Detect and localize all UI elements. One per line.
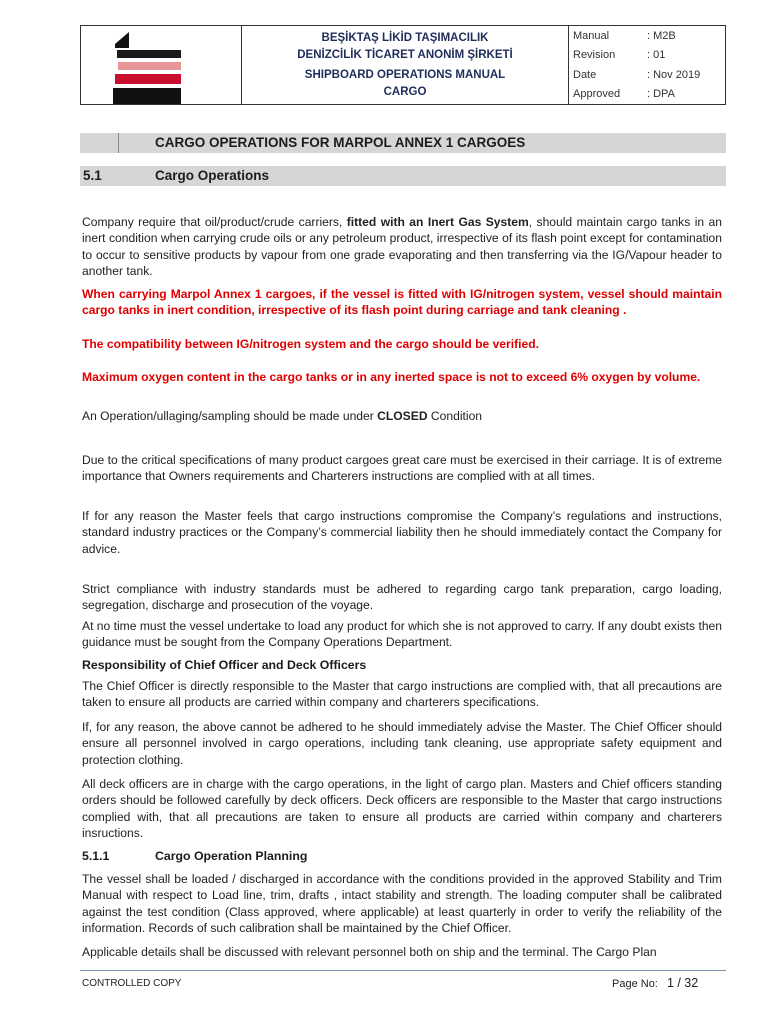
warning-marpol-annex1: When carrying Marpol Annex 1 cargoes, if the vessel is fitted with IG/nitrogen system, vessel should maintain cargo tanks in inert condition, irrespective of its flash point during carriage and tank cleaning .: [82, 287, 722, 318]
meta-value: : M2B: [647, 29, 676, 42]
text-run: An Operation/ullaging/sampling should be made under: [82, 409, 378, 423]
footer-controlled-copy: CONTROLLED COPY: [82, 978, 182, 989]
warning-compatibility: The compatibility between IG/nitrogen system and the cargo should be verified.: [82, 337, 539, 351]
page-value: 1 / 32: [666, 976, 699, 990]
meta-key: Date: [573, 68, 597, 81]
chapter-heading: [80, 133, 726, 153]
text-run: , should maintain cargo tanks in an inert condition when carrying crude oils or any petroleum product, irrespective of its flash point except for contamination to occur to sensitive products by vapour from one grade evaporating and then transferring via the IG/Vapour header to another tank.: [82, 215, 722, 279]
meta-value: : 01: [647, 49, 666, 62]
section-number: 5.1: [83, 168, 102, 183]
manual-subtitle: CARGO: [383, 85, 427, 98]
meta-key: Approved: [573, 88, 621, 101]
meta-value: : Nov 2019: [647, 68, 701, 81]
company-logo: [81, 26, 242, 104]
warning-oxygen-content: Maximum oxygen content in the cargo tanks or in any inerted space is not to exceed 6% oxygen by volume.: [82, 370, 701, 384]
paragraph-specifications: Due to the critical specifications of many product cargoes great care must be exercised in their carriage. It is of extreme importance that Owners requirements and Charterers instructions are complied with at all times.: [82, 453, 722, 484]
meta-row-revision: [569, 46, 725, 66]
meta-row-date: [569, 65, 725, 85]
paragraph-industry-standards: Strict compliance with industry standards must be adhered to regarding cargo tank preparation, cargo loading, segregation, discharge and prosecution of the voyage.: [82, 582, 722, 613]
paragraph-approved-products: At no time must the vessel undertake to load any product for which she is not approved to carry. If any doubt exists then guidance must be sought from the Company Operations Department.: [82, 619, 722, 650]
text-run-bold: fitted with an Inert Gas System: [346, 215, 529, 229]
footer-page-number: [612, 976, 698, 990]
chapter-title: CARGO OPERATIONS FOR MARPOL ANNEX 1 CARGOES: [155, 135, 526, 150]
document-meta: [569, 26, 725, 104]
footer-divider: [80, 970, 726, 971]
paragraph-master-advice: If for any reason the Master feels that cargo instructions compromise the Company’s regulations and instructions, standard industry practices or the Company’s commercial liability then he should immediately contact the Company for advice.: [82, 509, 722, 556]
text-run-bold: CLOSED: [377, 409, 428, 423]
heading-divider: [118, 133, 119, 153]
paragraph-applicable-details: Applicable details shall be discussed with relevant personnel both on ship and the terminal. The Cargo Plan: [82, 945, 657, 959]
paragraph-advise-master: If, for any reason, the above cannot be adhered to he should immediately advise the Master. The Chief Officer should ensure all personnel involved in cargo operations, including tank cleaning, use appropriate safety equipment and protection clothing.: [82, 720, 722, 767]
paragraph-chief-officer: The Chief Officer is directly responsible to the Master that cargo instructions are complied with, that all precautions are taken to ensure all products are carried within company and charterers specifications.: [82, 679, 722, 710]
header-title-block: [242, 26, 569, 104]
meta-key: Revision: [573, 49, 616, 62]
meta-row-approved: [569, 85, 725, 105]
company-name-line2: DENİZCİLİK TİCARET ANONİM ŞİRKETİ: [297, 48, 513, 61]
manual-title: SHIPBOARD OPERATIONS MANUAL: [304, 68, 506, 81]
responsibility-heading: Responsibility of Chief Officer and Deck Officers: [82, 658, 367, 672]
logo-graphic: [81, 26, 241, 104]
text-run: Condition: [427, 409, 483, 423]
section-title: Cargo Operations: [155, 168, 270, 183]
subsection-number: 5.1.1: [82, 849, 110, 863]
company-name-line1: BEŞİKTAŞ LİKİD TAŞIMACILIK: [321, 31, 489, 44]
paragraph-closed-condition: [82, 408, 722, 424]
text-run: Company require that oil/product/crude carriers,: [82, 215, 347, 229]
subsection-title: Cargo Operation Planning: [155, 849, 308, 863]
paragraph-inert-gas: [82, 214, 722, 280]
section-heading: [80, 166, 726, 186]
meta-row-manual: [569, 26, 725, 46]
meta-value: : DPA: [647, 88, 675, 101]
paragraph-loading-stability: The vessel shall be loaded / discharged in accordance with the conditions provided in the approved Stability and Trim Manual with respect to Load line, trim, drafts , intact stability and strength. The loading computer shall be calibrated against the test condition (Class approved, where applicable) at least quarterly in order to verify the reliability of the information. Records of such calibration shall be maintained by the Chief Officer.: [82, 872, 722, 936]
meta-key: Manual: [573, 29, 610, 42]
page-label: Page No:: [612, 978, 658, 990]
header-table: [80, 25, 726, 105]
paragraph-deck-officers: All deck officers are in charge with the cargo operations, in the light of cargo plan. Masters and Chief officers standing orders should be followed carefully by deck officers. Deck officers are responsible to the Master that cargo instructions complied with, that all precautions are taken to ensure all products are carried within company and charterers insructions.: [82, 777, 722, 841]
